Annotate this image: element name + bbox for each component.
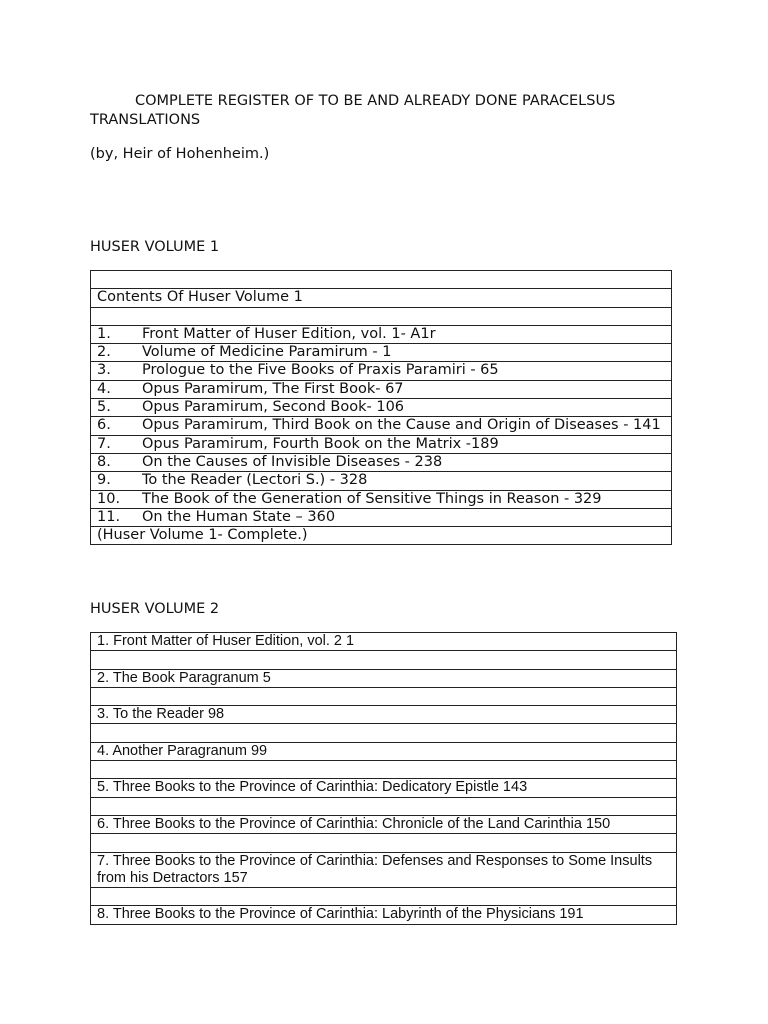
item-text: Opus Paramirum, Fourth Book on the Matrix -189	[142, 435, 499, 452]
list-item	[91, 472, 672, 490]
item-number: 6.	[97, 417, 111, 434]
item-number: 5.	[97, 399, 111, 416]
table-blank-row	[91, 761, 677, 779]
list-item: 3. To the Reader 98	[91, 706, 677, 724]
item-number: 4.	[97, 380, 111, 397]
table-row	[91, 490, 672, 508]
item-number: 3.	[97, 362, 111, 379]
item-text: Volume of Medicine Paramirum - 1	[142, 344, 392, 361]
list-item: 1. Front Matter of Huser Edition, vol. 2 1	[91, 633, 677, 651]
item-number: 9.	[97, 472, 111, 489]
table-blank-row	[91, 797, 677, 815]
table-row	[91, 289, 672, 307]
volume-1-contents-table	[90, 270, 672, 545]
list-item	[91, 435, 672, 453]
document-byline: (by, Heir of Hohenheim.)	[90, 146, 270, 162]
table-row	[91, 852, 677, 888]
table-blank-row	[91, 888, 677, 906]
list-item: 8. Three Books to the Province of Carinthia: Labyrinth of the Physicians 191	[91, 906, 677, 924]
table-row	[91, 435, 672, 453]
table-row	[91, 669, 677, 687]
item-number: 7.	[97, 435, 111, 452]
table-row	[91, 706, 677, 724]
list-item: 7. Three Books to the Province of Carinthia: Defenses and Responses to Some Insults from his Detractors 157	[91, 852, 677, 888]
table-row	[91, 779, 677, 797]
list-item: 2. The Book Paragranum 5	[91, 669, 677, 687]
table-row	[91, 815, 677, 833]
item-text: Opus Paramirum, Third Book on the Cause and Origin of Diseases - 141	[142, 417, 661, 434]
list-item: 6. Three Books to the Province of Carinthia: Chronicle of the Land Carinthia 150	[91, 815, 677, 833]
list-item	[91, 362, 672, 380]
table-row	[91, 906, 677, 924]
document-title: COMPLETE REGISTER OF TO BE AND ALREADY DONE PARACELSUS TRANSLATIONS	[90, 93, 616, 128]
table-row	[91, 417, 672, 435]
list-item	[91, 344, 672, 362]
item-number: 2.	[97, 344, 111, 361]
list-item	[91, 508, 672, 526]
item-number: 1.	[97, 325, 111, 342]
table-row	[91, 633, 677, 651]
list-item: 5. Three Books to the Province of Carinthia: Dedicatory Epistle 143	[91, 779, 677, 797]
volume-2-contents-table	[90, 632, 677, 925]
item-number: 11.	[97, 508, 121, 525]
item-number: 10.	[97, 490, 121, 507]
list-item	[91, 490, 672, 508]
table-row	[91, 472, 672, 490]
item-text: Opus Paramirum, Second Book- 106	[142, 399, 405, 416]
table-blank-row	[91, 724, 677, 742]
table-blank-row	[91, 687, 677, 705]
list-item	[91, 380, 672, 398]
table-row	[91, 508, 672, 526]
table-row	[91, 325, 672, 343]
list-item	[91, 325, 672, 343]
contents-title: Contents Of Huser Volume 1	[91, 289, 672, 307]
item-text: Opus Paramirum, The First Book- 67	[142, 380, 404, 397]
table-blank-row	[91, 271, 672, 289]
volume-2-heading: HUSER VOLUME 2	[90, 601, 220, 617]
table-blank-row	[91, 307, 672, 325]
list-item: 4. Another Paragranum 99	[91, 742, 677, 760]
item-text: Front Matter of Huser Edition, vol. 1- A1r	[142, 325, 436, 342]
table-row	[91, 344, 672, 362]
table-row	[91, 380, 672, 398]
volume-1-heading: HUSER VOLUME 1	[90, 239, 220, 255]
item-text: To the Reader (Lectori S.) - 328	[142, 472, 368, 489]
list-item	[91, 453, 672, 471]
table-row	[91, 742, 677, 760]
list-item	[91, 399, 672, 417]
table-blank-row	[91, 651, 677, 669]
table-row	[91, 399, 672, 417]
volume-1-footer: (Huser Volume 1- Complete.)	[91, 527, 672, 545]
item-text: Prologue to the Five Books of Praxis Paramiri - 65	[142, 362, 499, 379]
item-number: 8.	[97, 453, 111, 470]
item-text: On the Causes of Invisible Diseases - 238	[142, 453, 443, 470]
table-row	[91, 362, 672, 380]
list-item	[91, 417, 672, 435]
table-blank-row	[91, 834, 677, 852]
item-text: On the Human State – 360	[142, 508, 336, 525]
item-text: The Book of the Generation of Sensitive Things in Reason - 329	[142, 490, 602, 507]
table-row	[91, 453, 672, 471]
table-row	[91, 527, 672, 545]
